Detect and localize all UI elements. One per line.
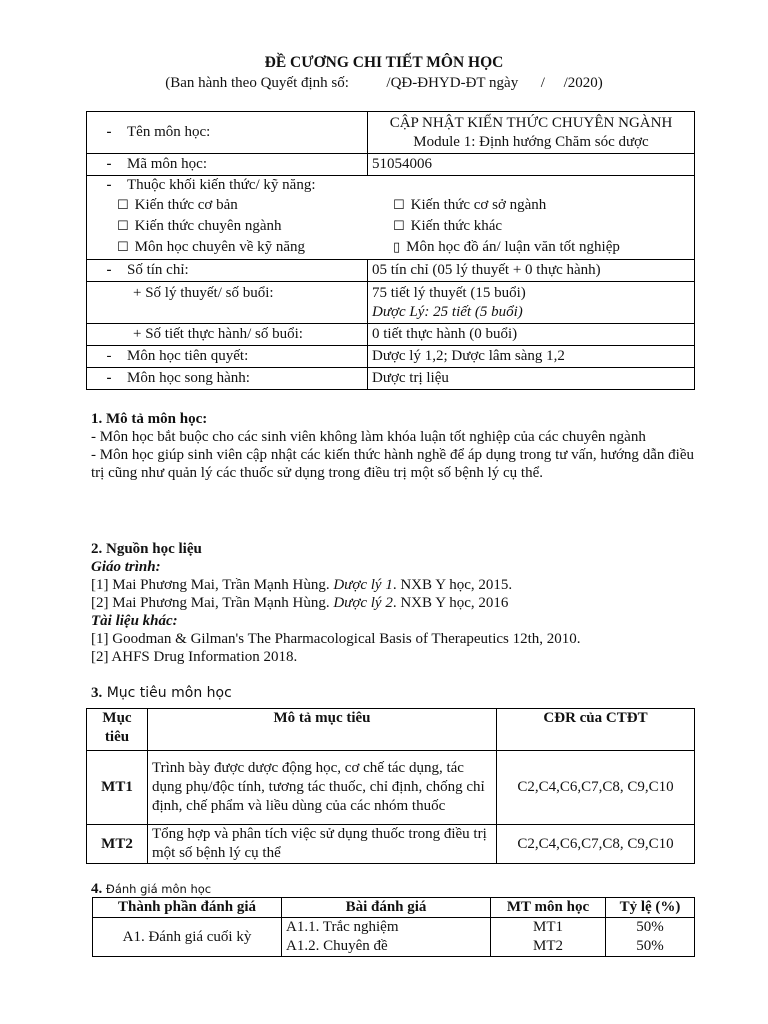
section-resources [91,540,694,666]
description-paragraph: - Môn học bắt buộc cho các sinh viên không làm khóa luận tốt nghiệp của các chuyên ngành [91,429,646,445]
code-value: 51054006 [368,154,695,176]
checkbox-icon: ☐ [393,198,405,213]
credits-label: Số tín chỉ: [127,262,189,278]
course-name-label: Tên môn học: [127,124,211,140]
section-heading: 2. Nguồn học liệu [91,541,202,557]
section-heading: Đánh giá môn học [102,882,212,896]
reference-item [91,594,694,612]
reference-publisher: . NXB Y học, 2015. [392,577,513,593]
eval-ratio-cell [606,918,695,957]
description-paragraph: - Môn học giúp sinh viên cập nhật các kiến thức hành nghề để áp dụng trong tư vấn, hướng dẫn điều trị cũng như quản lý các thuốc sử dụng trong điều trị một số bệnh lý cụ thể. [91,447,694,481]
section-number: 3. [91,685,103,701]
theory-value-cell [368,282,695,324]
table-row [87,825,695,864]
section-description [91,410,694,482]
bullet-dash: - [106,262,112,278]
theory-pharmacology-value: Dược Lý: 25 tiết (5 buổi) [372,303,523,320]
practice-label: + Số tiết thực hành/ số buổi: [87,324,368,346]
course-name-label-cell [87,112,368,154]
goal-cdr: C2,C4,C6,C7,C8, C9,C10 [497,825,695,864]
column-header: Mô tả mục tiêu [148,709,497,751]
goal-id: MT1 [87,751,148,825]
eval-part: A1. Đánh giá cuối kỳ [93,918,282,957]
eval-mt: MT2 [533,938,563,954]
checkbox-icon: ▯ [393,240,401,255]
table-row [93,918,695,957]
checkbox-item[interactable] [393,238,690,257]
course-info-table [86,111,695,390]
column-header: Tỷ lệ (%) [606,898,695,918]
eval-mt: MT1 [533,919,563,935]
eval-ratio: 50% [636,919,664,935]
course-name-cell [368,112,695,154]
checkbox-label: Kiến thức cơ sở ngành [410,197,547,213]
reference-authors: [1] Mai Phương Mai, Trần Mạnh Hùng. [91,577,334,593]
table-row [87,282,695,324]
reference-item: [1] Goodman & Gilman's The Pharmacological Basis of Therapeutics 12th, 2010. [91,631,581,647]
knowledge-checkbox-grid [91,195,690,259]
reference-authors: [2] Mai Phương Mai, Trần Mạnh Hùng. [91,595,334,611]
goal-cdr: C2,C4,C6,C7,C8, C9,C10 [497,751,695,825]
section-heading: 1. Mô tả môn học: [91,411,208,427]
bullet-dash: - [106,177,112,193]
table-row [87,709,695,751]
knowledge-block-cell [87,176,695,260]
knowledge-block-label: Thuộc khối kiến thức/ kỹ năng: [127,177,316,193]
table-row [93,898,695,918]
other-materials-heading: Tài liệu khác: [91,613,178,629]
table-row [87,346,695,368]
column-header: Bài đánh giá [282,898,491,918]
checkbox-item[interactable] [117,217,393,236]
goal-description: Tổng hợp và phân tích việc sử dụng thuốc trong điều trị một số bệnh lý cụ thể [148,825,497,864]
bullet-dash: - [106,156,112,172]
table-row [87,260,695,282]
theory-value: 75 tiết lý thuyết (15 buổi) [372,284,526,301]
section-goals-heading [91,684,694,702]
bullet-dash: - [106,348,112,364]
goal-description: Trình bày được dược động học, cơ chế tác dụng, tác dụng phụ/độc tính, tương tác thuốc, chỉ định, chống chỉ định, chế phẩm và liều dùng của các nhóm thuốc [148,751,497,825]
section-eval-heading [91,880,694,898]
evaluation-table [92,897,695,957]
code-label: Mã môn học: [127,156,207,172]
eval-test: A1.1. Trắc nghiệm [286,919,399,935]
section-number: 4. [91,881,103,897]
course-name-line1: CẬP NHẬT KIẾN THỨC CHUYÊN NGÀNH [389,114,673,131]
reference-title: Dược lý 1 [333,577,393,593]
checkbox-label: Môn học chuyên về kỹ năng [134,239,306,255]
goal-id: MT2 [87,825,148,864]
checkbox-icon: ☐ [117,198,129,213]
bullet-dash: - [106,370,112,386]
checkbox-icon: ☐ [393,219,405,234]
theory-label: + Số lý thuyết/ số buổi: [87,282,368,324]
credits-label-cell [87,260,368,282]
eval-tests-cell [282,918,491,957]
checkbox-icon: ☐ [117,219,129,234]
table-row [87,751,695,825]
practice-value: 0 tiết thực hành (0 buổi) [368,324,695,346]
textbooks-heading: Giáo trình: [91,559,161,575]
prereq-label: Môn học tiên quyết: [127,348,249,364]
checkbox-icon: ☐ [117,240,129,255]
column-header: MT môn học [491,898,606,918]
column-header: CĐR của CTĐT [497,709,695,751]
reference-title: Dược lý 2 [333,595,393,611]
prereq-value: Dược lý 1,2; Dược lâm sàng 1,2 [368,346,695,368]
checkbox-item[interactable] [117,196,393,215]
eval-test: A1.2. Chuyên đề [286,938,388,954]
checkbox-item[interactable] [117,238,393,257]
table-row [87,176,695,260]
table-row [87,368,695,390]
parallel-value: Dược trị liệu [368,368,695,390]
goals-table [86,708,695,864]
prereq-label-cell [87,346,368,368]
course-name-line2: Module 1: Định hướng Chăm sóc dược [413,133,649,150]
checkbox-item[interactable] [393,217,690,236]
parallel-label-cell [87,368,368,390]
document-title: ĐỀ CƯƠNG CHI TIẾT MÔN HỌC [264,54,504,71]
reference-publisher: . NXB Y học, 2016 [392,595,509,611]
credits-value: 05 tín chỉ (05 lý thuyết + 0 thực hành) [368,260,695,282]
code-label-cell [87,154,368,176]
checkbox-item[interactable] [393,196,690,215]
table-row [87,324,695,346]
document-subtitle: (Ban hành theo Quyết định số: /QĐ-ĐHYD-ĐT ngày / /2020) [165,75,603,91]
reference-item [91,576,694,594]
parallel-label: Môn học song hành: [127,370,250,386]
table-row [87,112,695,154]
checkbox-label: Môn học đồ án/ luận văn tốt nghiệp [406,239,620,255]
table-row [87,154,695,176]
checkbox-label: Kiến thức khác [410,218,503,234]
column-header: Mục tiêu [87,709,148,751]
checkbox-label: Kiến thức chuyên ngành [134,218,282,234]
bullet-dash: - [106,124,112,140]
eval-mt-cell [491,918,606,957]
section-heading: Mục tiêu môn học [102,685,232,701]
column-header: Thành phần đánh giá [93,898,282,918]
eval-ratio: 50% [636,938,664,954]
reference-item: [2] AHFS Drug Information 2018. [91,649,298,665]
checkbox-label: Kiến thức cơ bản [134,197,238,213]
